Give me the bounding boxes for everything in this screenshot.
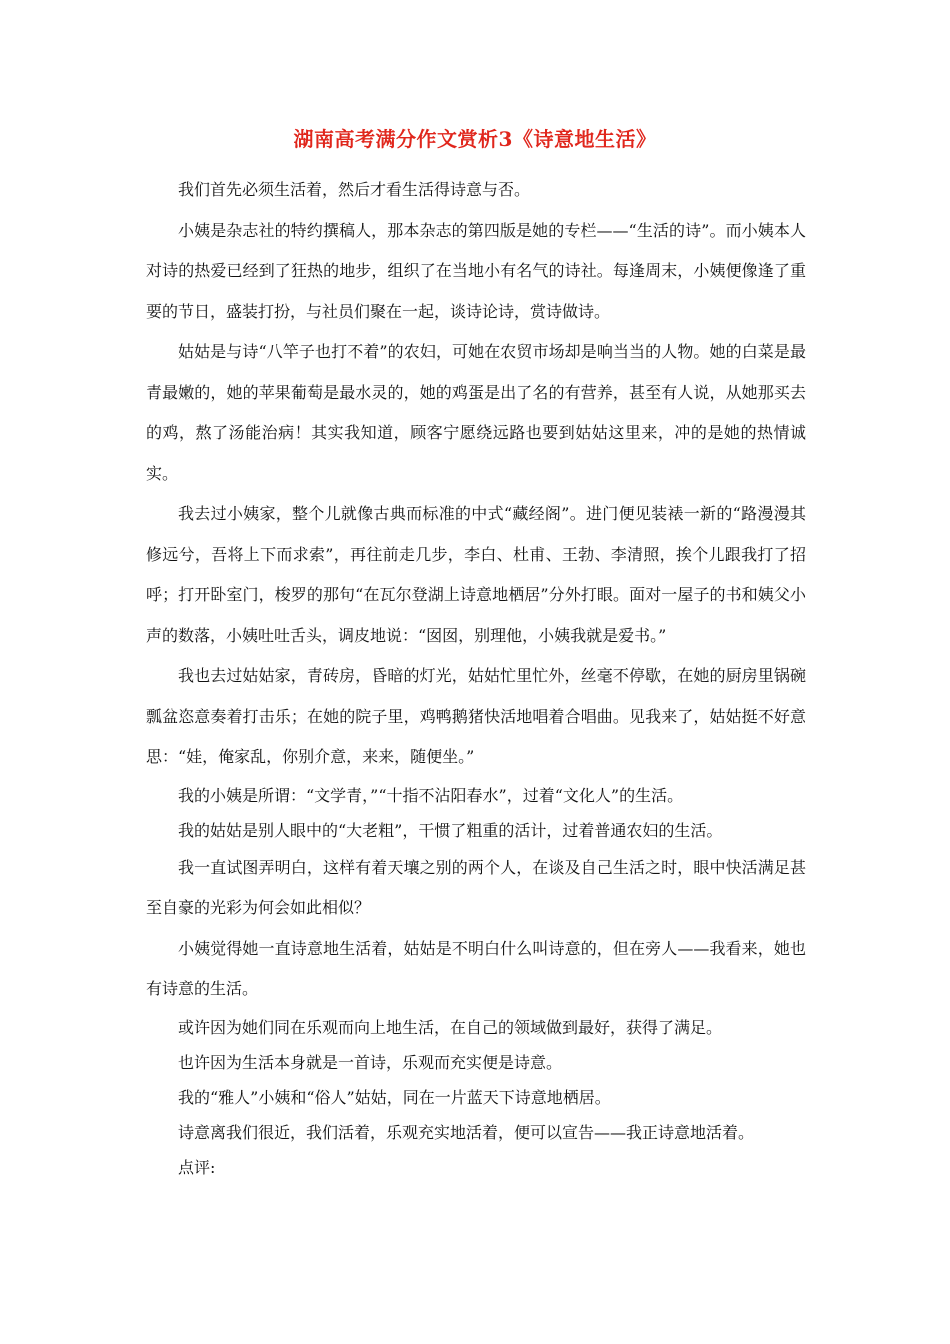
paragraph-5: 我也去过姑姑家，青砖房，昏暗的灯光，姑姑忙里忙外，丝毫不停歇，在她的厨房里锅碗瓢盆恣意奏着打击乐；在她的院子里，鸡鸭鹅猪快活地唱着合唱曲。见我来了，姑姑挺不好意思：“娃，俺家乱，你别介意，来来，随便坐。” [146, 666, 806, 766]
paragraph-7: 我的姑姑是别人眼中的“大老粗”，干惯了粗重的活计，过着普通农妇的生活。 [178, 820, 723, 840]
paragraph-1: 我们首先必须生活着，然后才看生活得诗意与否。 [178, 180, 531, 199]
paragraph-8: 我一直试图弄明白，这样有着天壤之别的两个人，在谈及自己生活之时，眼中快活满足甚至自豪的光彩为何会如此相似？ [146, 857, 806, 917]
paragraph-11: 也许因为生活本身就是一首诗，乐观而充实便是诗意。 [178, 1052, 563, 1072]
paragraph-4: 我去过小姨家，整个儿就像古典而标准的中式“藏经阁”。进门便见装裱一新的“路漫漫其修远兮，吾将上下而求索”，再往前走几步，李白、杜甫、王勃、李清照，挨个儿跟我打了招呼；打开卧室门，梭罗的那句“在瓦尔登湖上诗意地栖居”分外打眼。面对一屋子的书和姨父小声的数落，小姨吐吐舌头，调皮地说：“囡囡，别理他，小姨我就是爱书。” [146, 504, 806, 645]
paragraph-3: 姑姑是与诗“八竿子也打不着”的农妇，可她在农贸市场却是响当当的人物。她的白菜是最青最嫩的，她的苹果葡萄是最水灵的，她的鸡蛋是出了名的有营养，甚至有人说，从她那买去的鸡，熬了汤能治病！其实我知道，顾客宁愿绕远路也要到姑姑这里来，冲的是她的热情诚实。 [146, 342, 806, 483]
paragraph-12: 我的“雅人”小姨和“俗人”姑姑，同在一片蓝天下诗意地栖居。 [178, 1087, 611, 1107]
page-title: 湖南高考满分作文赏析3《诗意地生活》 [293, 127, 657, 151]
essay-body [146, 170, 806, 1185]
paragraph-9: 小姨觉得她一直诗意地生活着，姑姑是不明白什么叫诗意的，但在旁人——我看来，她也有诗意的生活。 [146, 938, 806, 998]
paragraph-10: 或许因为她们同在乐观而向上地生活，在自己的领域做到最好，获得了满足。 [178, 1017, 723, 1037]
comment-label: 点评: [178, 1157, 216, 1177]
paragraph-2: 小姨是杂志社的特约撰稿人，那本杂志的第四版是她的专栏——“生活的诗”。而小姨本人对诗的热爱已经到了狂热的地步，组织了在当地小有名气的诗社。每逢周末，小姨便像逢了重要的节日，盛装打扮，与社员们聚在一起，谈诗论诗，赏诗做诗。 [146, 220, 806, 321]
paragraph-6: 我的小姨是所谓：“文学青，”“十指不沾阳春水”，过着“文化人”的生活。 [178, 785, 684, 805]
paragraph-13: 诗意离我们很近，我们活着，乐观充实地活着，便可以宣告——我正诗意地活着。 [178, 1122, 755, 1142]
